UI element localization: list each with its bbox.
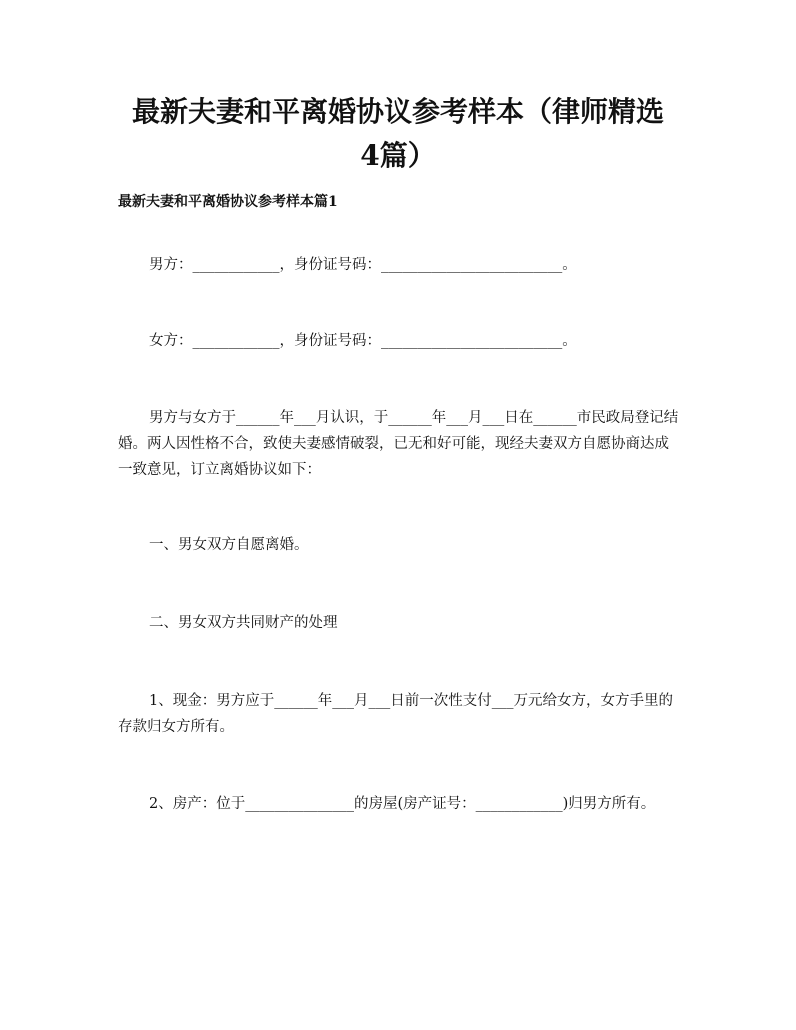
female-party-line: 女方：____________，身份证号码：_________________________。 xyxy=(149,333,577,349)
item-1-cash: 1、现金：男方应于______年___月___日前一次性支付___万元给女方，女方手里的存款归女方所有。 xyxy=(118,693,673,735)
clause-1-voluntary-divorce: 一、男女双方自愿离婚。 xyxy=(149,537,309,553)
document-title-line-1: 最新夫妻和平离婚协议参考样本（律师精选 xyxy=(131,95,664,128)
section-heading: 最新夫妻和平离婚协议参考样本篇1 xyxy=(118,194,338,210)
document-title-line-2: 4篇） xyxy=(360,139,436,172)
male-party-line: 男方：____________，身份证号码：_________________________。 xyxy=(149,257,577,273)
marriage-background-paragraph: 男方与女方于______年___月认识，于______年___月___日在______市民政局登记结婚。两人因性格不合，致使夫妻感情破裂，已无和好可能，现经夫妻双方自愿协商达成一致意见，订立离婚协议如下： xyxy=(118,410,679,478)
clause-2-joint-property: 二、男女双方共同财产的处理 xyxy=(149,615,338,631)
item-2-real-estate: 2、房产：位于_______________的房屋(房产证号：____________)归男方所有。 xyxy=(149,796,656,812)
